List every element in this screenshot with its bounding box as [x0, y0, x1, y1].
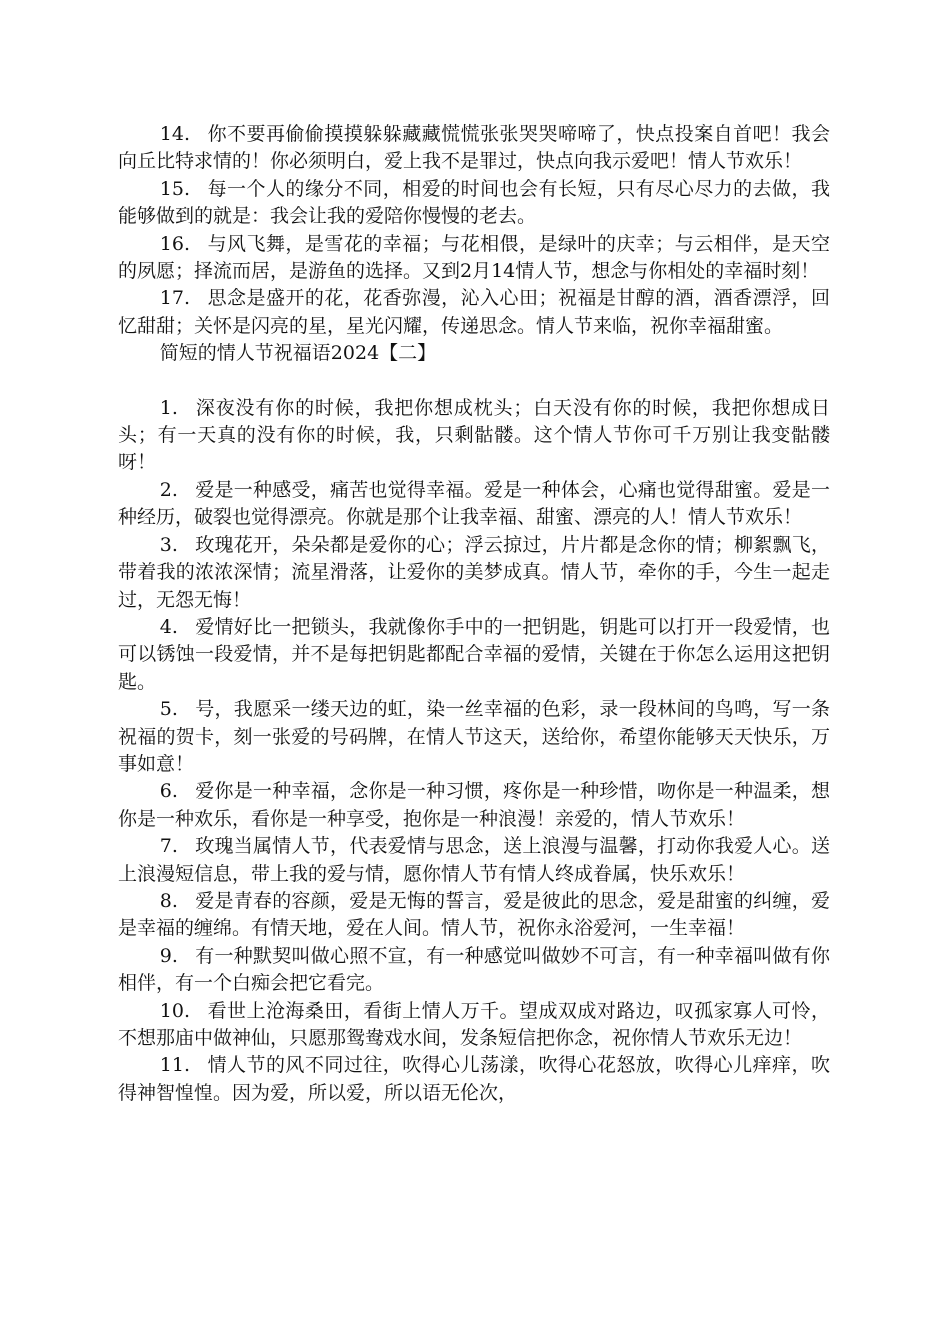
item-number: 3. — [159, 533, 178, 556]
list-item — [118, 696, 830, 778]
list-item — [118, 943, 830, 998]
item-number: 17. — [159, 287, 191, 310]
list-item — [118, 477, 830, 532]
item-text: 号，我愿采一缕天边的虹，染一丝幸福的色彩，录一段林间的鸟鸣，写一条祝福的贺卡，刻一张爱的号码牌，在情人节这天，送给你，希望你能够天天快乐，万事如意！ — [118, 698, 830, 775]
item-number: 15. — [159, 177, 191, 200]
list-item — [118, 176, 830, 231]
list-item — [118, 285, 830, 340]
item-number: 11. — [159, 1054, 191, 1077]
item-number: 8. — [159, 889, 178, 912]
item-text: 爱你是一种幸福，念你是一种习惯，疼你是一种珍惜，吻你是一种温柔，想你是一种欢乐，看你是一种享受，抱你是一种浪漫！亲爱的，情人节欢乐！ — [118, 780, 830, 830]
item-text: 深夜没有你的时候，我把你想成枕头；白天没有你的时候，我把你想成日头；有一天真的没有你的时候，我，只剩骷髅。这个情人节你可千万别让我变骷髅呀！ — [118, 396, 830, 474]
item-text: 有一种默契叫做心照不宣，有一种感觉叫做妙不可言，有一种幸福叫做有你相伴，有一个白痴会把它看完。 — [118, 944, 830, 995]
item-text: 情人节的风不同过往，吹得心儿荡漾，吹得心花怒放，吹得心儿痒痒，吹得神智惶惶。因为爱，所以爱，所以语无伦次， — [118, 1054, 830, 1104]
list-item — [118, 833, 830, 888]
document-page — [118, 121, 830, 1107]
section-1 — [118, 121, 830, 340]
item-number: 6. — [159, 780, 178, 803]
spacer — [118, 368, 830, 395]
item-text: 爱是一种感受，痛苦也觉得幸福。爱是一种体会，心痛也觉得甜蜜。爱是一种经历，破裂也觉得漂亮。你就是那个让我幸福、甜蜜、漂亮的人！情人节欢乐！ — [118, 478, 830, 529]
list-item — [118, 1052, 830, 1107]
item-text: 思念是盛开的花，花香弥漫，沁入心田；祝福是甘醇的酒，酒香漂浮，回忆甜甜；关怀是闪亮的星，星光闪耀，传递思念。情人节来临，祝你幸福甜蜜。 — [118, 287, 830, 337]
list-item — [118, 532, 830, 614]
list-item — [118, 998, 830, 1053]
section-heading: 简短的情人节祝福语2024【二】 — [159, 342, 437, 365]
list-item — [118, 231, 830, 286]
list-item — [118, 121, 830, 176]
item-number: 10. — [159, 999, 191, 1022]
item-number: 7. — [159, 835, 178, 858]
item-text: 每一个人的缘分不同，相爱的时间也会有长短，只有尽心尽力的去做，我能够做到的就是：我会让我的爱陪你慢慢的老去。 — [118, 177, 830, 228]
list-item — [118, 395, 830, 477]
item-text: 与风飞舞，是雪花的幸福；与花相偎，是绿叶的庆幸；与云相伴，是天空的夙愿；择流而居，是游鱼的选择。又到2月14情人节，想念与你相处的幸福时刻！ — [118, 232, 830, 283]
item-text: 你不要再偷偷摸摸躲躲藏藏慌慌张张哭哭啼啼了，快点投案自首吧！我会向丘比特求情的！你必须明白，爱上我不是罪过，快点向我示爱吧！情人节欢乐！ — [118, 123, 830, 173]
item-number: 2. — [159, 478, 178, 501]
list-item — [118, 778, 830, 833]
item-text: 看世上沧海桑田，看街上情人万千。望成双成对路边，叹孤家寡人可怜，不想那庙中做神仙，只愿那鸳鸯戏水间，发条短信把你念，祝你情人节欢乐无边！ — [118, 999, 830, 1049]
item-number: 16. — [159, 232, 191, 255]
item-number: 4. — [159, 615, 178, 638]
item-number: 5. — [159, 698, 178, 721]
item-text: 玫瑰花开，朵朵都是爱你的心；浮云掠过，片片都是念你的情；柳絮飘飞，带着我的浓浓深情；流星滑落，让爱你的美梦成真。情人节，牵你的手，今生一起走过，无怨无悔！ — [118, 533, 830, 611]
item-text: 爱情好比一把锁头，我就像你手中的一把钥匙，钥匙可以打开一段爱情，也可以锈蚀一段爱情，并不是每把钥匙都配合幸福的爱情，关键在于你怎么运用这把钥匙。 — [118, 615, 830, 693]
list-item — [118, 888, 830, 943]
item-text: 爱是青春的容颜，爱是无悔的誓言，爱是彼此的思念，爱是甜蜜的纠缠，爱是幸福的缠绵。有情天地，爱在人间。情人节，祝你永浴爱河，一生幸福！ — [118, 889, 830, 940]
item-number: 14. — [159, 123, 191, 145]
section-2 — [118, 395, 830, 1108]
item-number: 9. — [159, 944, 178, 967]
item-text: 玫瑰当属情人节，代表爱情与思念，送上浪漫与温馨，打动你我爱人心。送上浪漫短信息，带上我的爱与情，愿你情人节有情人终成眷属，快乐欢乐！ — [118, 835, 830, 885]
item-number: 1. — [159, 396, 178, 419]
list-item — [118, 614, 830, 696]
